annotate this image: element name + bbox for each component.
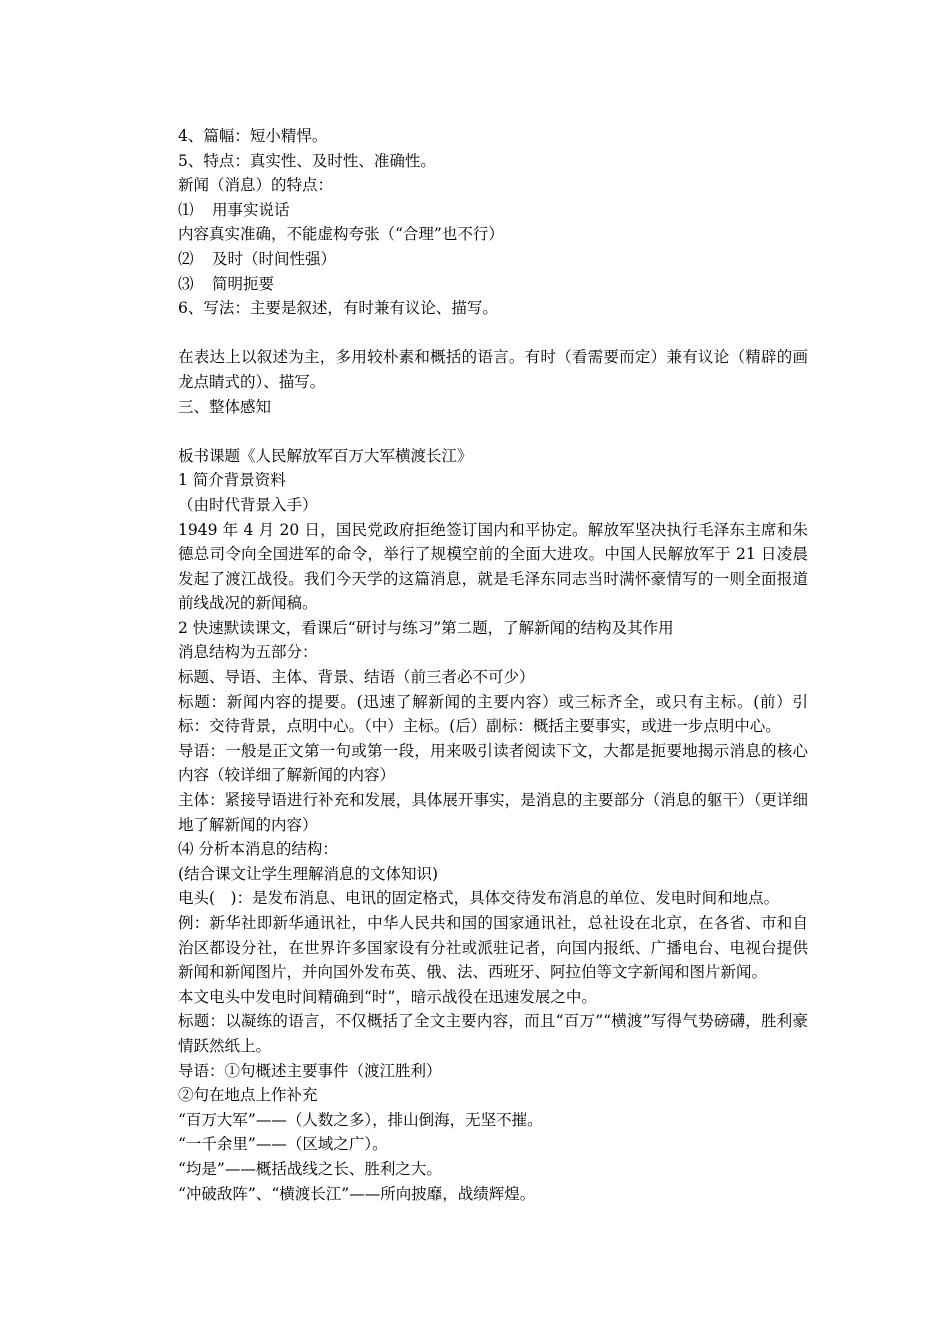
text-line: 2 快速默读课文，看课后“研讨与练习”第二题，了解新闻的结构及其作用 <box>178 618 674 637</box>
text-line: 本文电头中发电时间精确到“时”，暗示战役在迅速发展之中。 <box>178 987 597 1006</box>
text-line: （由时代背景入手） <box>178 495 318 514</box>
text-line: ②句在地点上作补充 <box>178 1086 318 1105</box>
list-number: ⑶ <box>178 274 194 293</box>
list-text: 及时（时间性强） <box>212 249 337 268</box>
text-line: 电头( )：是发布消息、电讯的固定格式，具体交待发布消息的单位、发电时间和地点。 <box>178 889 780 908</box>
paragraph: 1949 年 4 月 20 日，国民党政府拒绝签订国内和平协定。解放军坚决执行毛泽东主席和朱德总司令向全国进军的命令，举行了规模空前的全面大进攻。中国人民解放军于 21 日凌晨发起了渡江战役。我们今天学的这篇消息，就是毛泽东同志当时满怀豪情写的一则全面报道前线战况的新闻稿。 <box>178 520 808 613</box>
text-line: “冲破敌阵”、“横渡长江”——所向披靡，战绩辉煌。 <box>178 1184 536 1203</box>
blank-line <box>178 419 808 444</box>
text-line: 消息结构为五部分： <box>178 643 318 662</box>
text-line: 内容真实准确，不能虚构夸张（“合理”也不行） <box>178 225 504 244</box>
text-line: 1 简介背景资料 <box>178 471 286 490</box>
list-number: ⑴ <box>178 200 194 219</box>
text-line: 5、特点：真实性、及时性、准确性。 <box>178 151 436 170</box>
text-line: “均是”——概括战线之长、胜利之大。 <box>178 1159 442 1178</box>
text-line: “百万大军”——（人数之多），排山倒海，无坚不摧。 <box>178 1110 543 1129</box>
blank-line <box>178 321 808 346</box>
text-line: 标题、导语、主体、背景、结语（前三者必不可少） <box>178 668 535 687</box>
text-line: (结合课文让学生理解消息的文体知识) <box>178 864 439 883</box>
paragraph: 标题：新闻内容的提要。(迅速了解新闻的主要内容）或三标齐全，或只有主标。(前）引标：交待背景，点明中心。（中）主标。(后）副标：概括主要事实，或进一步点明中心。 <box>178 692 808 736</box>
paragraph: 在表达上以叙述为主，多用较朴素和概括的语言。有时（看需要而定）兼有议论（精辟的画龙点睛式的）、描写。 <box>178 348 808 391</box>
list-number: ⑵ <box>178 249 194 268</box>
text-line: ⑷ 分析本消息的结构： <box>178 840 338 859</box>
numbered-line <box>178 247 808 272</box>
text-line: 新闻（消息）的特点： <box>178 176 334 195</box>
paragraph: 主体：紧接导语进行补充和发展，具体展开事实，是消息的主要部分（消息的躯干）（更详细地了解新闻的内容） <box>178 791 808 834</box>
paragraph: 标题：以凝练的语言，不仅概括了全文主要内容，而且“百万”“横渡”写得气势磅礴，胜利豪情跃然纸上。 <box>178 1012 808 1055</box>
list-text: 简明扼要 <box>212 274 275 293</box>
paragraph: 导语：一般是正文第一句或第一段，用来吸引读者阅读下文，大都是扼要地揭示消息的核心内容（较详细了解新闻的内容） <box>178 741 808 785</box>
document-body <box>178 124 808 1206</box>
section-heading: 三、整体感知 <box>178 397 272 416</box>
numbered-line <box>178 272 808 297</box>
list-text: 用事实说话 <box>212 200 290 219</box>
paragraph: 例：新华社即新华通讯社，中华人民共和国的国家通讯社，总社设在北京，在各省、市和自治区都设分社，在世界许多国家设有分社或派驻记者，向国内报纸、广播电台、电视台提供新闻和新闻图片，并向国外发布英、俄、法、西班牙、阿拉伯等文字新闻和图片新闻。 <box>178 914 808 982</box>
text-line: 6、写法：主要是叙述，有时兼有议论、描写。 <box>178 299 498 318</box>
text-line: 导语：①句概述主要事件（渡江胜利） <box>178 1061 442 1080</box>
numbered-line <box>178 198 808 223</box>
text-line: 板书课题《人民解放军百万大军横渡长江》 <box>178 446 473 465</box>
text-line: 4、篇幅：短小精悍。 <box>178 127 328 145</box>
text-line: “一千余里”——（区域之广）。 <box>178 1135 388 1154</box>
